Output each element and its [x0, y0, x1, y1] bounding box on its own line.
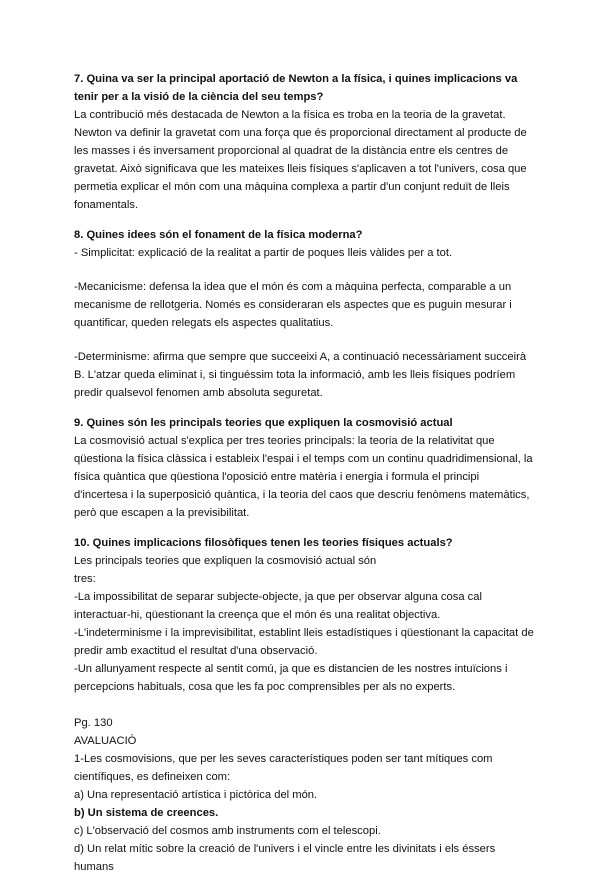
- evaluation-heading: AVALUACIÓ: [74, 735, 137, 747]
- question-10-line: -L'indeterminisme i la imprevisibilitat, establint lleis estadístiques i qüestionant la capacitat de predir amb exactitud el resultat d'una observació.: [74, 627, 534, 657]
- page-reference: Pg. 130: [74, 717, 113, 729]
- question-7-title: 7. Quina va ser la principal aportació de Newton a la física, i quines implicacions va tenir per a la visió de la ciència del seu temps?: [74, 73, 518, 103]
- question-8-title: 8. Quines idees són el fonament de la física moderna?: [74, 229, 363, 241]
- question-8-item-mechanism: -Mecanicisme: defensa la idea que el món és com a màquina perfecta, comparable a un mecanisme de rellotgeria. Només es consideraran els aspectes que es puguin mesurar i quantificar, queden relegats els aspectes qualitatius.: [74, 281, 512, 329]
- document-page: [74, 70, 534, 876]
- question-8-item-determinism: -Determinisme: afirma que sempre que succeeixi A, a continuació necessàriament succeirà B. L'atzar queda eliminat i, si tinguéssim tota la informació, amb les lleis físiques podríem predir qualsevol fenomen amb absoluta seguretat.: [74, 351, 527, 399]
- question-8-item-simplicity: - Simplicitat: explicació de la realitat a partir de poques lleis vàlides per a tot.: [74, 247, 453, 259]
- option-d: d) Un relat mític sobre la creació de l'univers i el vincle entre les divinitats i els éssers humans: [74, 843, 496, 873]
- question-10-line: -La impossibilitat de separar subjecte-objecte, ja que per observar alguna cosa cal interactuar-hi, qüestionant la creença que el món és una realitat objectiva.: [74, 591, 482, 621]
- question-10-line: tres:: [74, 573, 96, 585]
- question-10-line: -Un allunyament respecte al sentit comú, ja que es distancien de les nostres intuïcions i percepcions habituals, cosa que les fa poc comprensibles per als no experts.: [74, 663, 508, 693]
- question-10-title: 10. Quines implicacions filosòfiques tenen les teories físiques actuals?: [74, 537, 453, 549]
- question-9-answer: La cosmovisió actual s'explica per tres teories principals: la teoria de la relativitat que qüestiona la física clàssica i estableix l'espai i el temps com un continu quadridimensional, la física quàntica que qüestiona l'oposició entre matèria i energia i formula el principi d'incertesa i la superposició quàntica, i la teoria del caos que descriu fenòmens matemàtics, però que escapen a la previsibilitat.: [74, 435, 533, 519]
- evaluation-question: 1-Les cosmovisions, que per les seves característiques poden ser tant mítiques com científiques, es defineixen com:: [74, 753, 493, 783]
- option-a: a) Una representació artística i pictòrica del món.: [74, 789, 318, 801]
- option-c: c) L'observació del cosmos amb instruments com el telescopi.: [74, 825, 381, 837]
- option-b-correct: b) Un sistema de creences.: [74, 807, 219, 819]
- question-10-line: Les principals teories que expliquen la cosmovisió actual són: [74, 555, 377, 567]
- question-7-answer: La contribució més destacada de Newton a la física es troba en la teoria de la gravetat. Newton va definir la gravetat com una força que és proporcional directament al producte de les masses i és inversament proporcional al quadrat de la distància entre els centres de gravetat. Això significava que les mateixes lleis físiques s'aplicaven a tot l'univers, cosa que permetia explicar el món com una màquina complexa a partir d'un conjunt reduït de lleis fonamentals.: [74, 109, 527, 211]
- question-9-title: 9. Quines són les principals teories que expliquen la cosmovisió actual: [74, 417, 453, 429]
